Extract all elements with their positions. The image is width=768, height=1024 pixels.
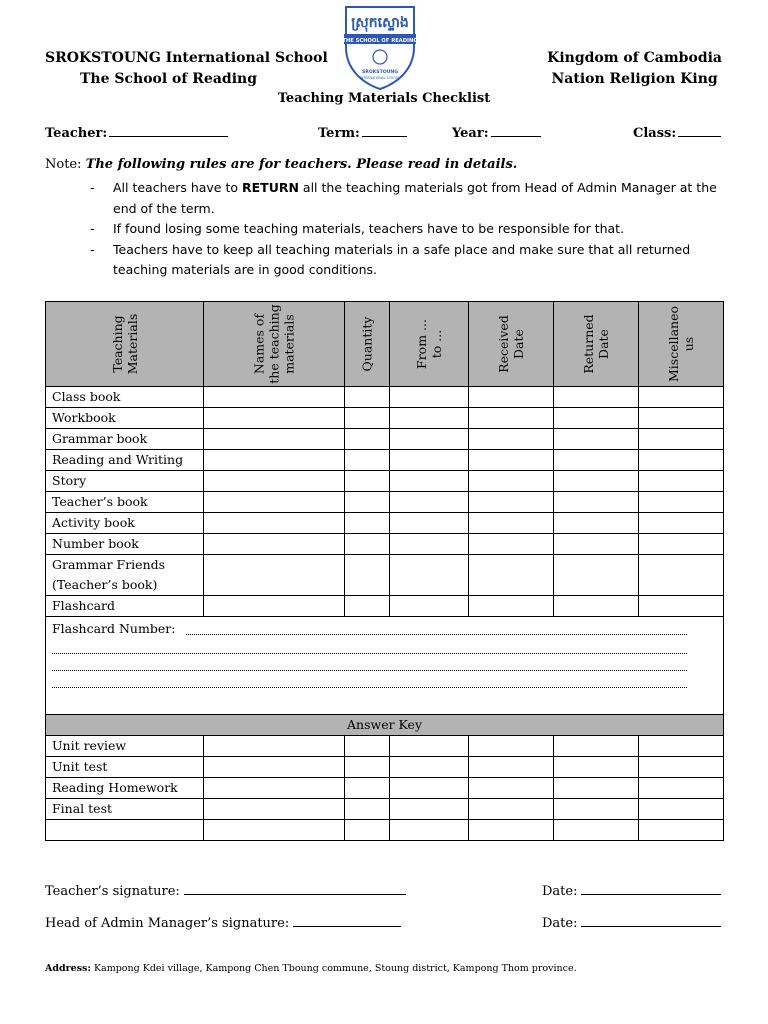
table-cell[interactable]	[469, 778, 554, 799]
table-row	[46, 450, 724, 471]
col-header-label: Returned Date	[581, 314, 611, 374]
logo-name: SROKSTOUNG	[361, 70, 399, 75]
table-cell[interactable]	[390, 555, 469, 596]
note-text: The following rules are for teachers. Please read in details.	[85, 157, 518, 172]
col-header	[204, 302, 345, 387]
term-field[interactable]	[318, 124, 407, 141]
row-label: Final test	[46, 799, 204, 820]
table-cell[interactable]	[554, 471, 639, 492]
school-name: SROKSTOUNG International School	[45, 50, 328, 66]
table-cell[interactable]	[554, 820, 639, 841]
table-cell[interactable]	[204, 534, 345, 555]
term-label: Term:	[318, 126, 360, 141]
table-cell[interactable]	[469, 408, 554, 429]
date-label: Date:	[542, 916, 578, 931]
table-cell[interactable]	[469, 799, 554, 820]
table-cell[interactable]	[345, 555, 390, 596]
date-label: Date:	[542, 884, 578, 899]
answer-key-header: Answer Key	[46, 715, 724, 736]
row-label: Story	[46, 471, 204, 492]
year-field[interactable]	[452, 124, 541, 141]
table-cell[interactable]	[345, 799, 390, 820]
table-cell[interactable]	[639, 513, 724, 534]
table-cell[interactable]	[345, 408, 390, 429]
rule-3: Teachers have to keep all teaching materials in a safe place and make sure that all returned teaching materials are in good conditions.	[113, 241, 691, 277]
col-header	[345, 302, 390, 387]
col-header-label: Received Date	[496, 315, 526, 373]
table-cell[interactable]	[639, 429, 724, 450]
materials-table	[45, 301, 724, 841]
country-name: Kingdom of Cambodia	[547, 50, 722, 66]
table-cell[interactable]	[345, 387, 390, 408]
col-header	[554, 302, 639, 387]
rule-item: - Teachers have to keep all teaching materials in a safe place and make sure that all returned teaching materials are in good conditions.	[90, 241, 691, 277]
table-cell[interactable]	[204, 757, 345, 778]
table-cell[interactable]	[554, 387, 639, 408]
table-cell[interactable]	[345, 757, 390, 778]
flashcard-number-cell[interactable]	[46, 617, 724, 715]
class-field[interactable]	[633, 124, 721, 141]
table-cell[interactable]	[469, 450, 554, 471]
table-row	[46, 757, 724, 778]
table-header-row	[46, 302, 724, 387]
table-cell[interactable]	[554, 757, 639, 778]
table-cell[interactable]	[469, 513, 554, 534]
row-label: Unit test	[46, 757, 204, 778]
school-header	[45, 48, 328, 90]
table-cell[interactable]	[469, 596, 554, 617]
table-cell[interactable]	[345, 820, 390, 841]
flashcard-number-label: Flashcard Number:	[52, 621, 176, 636]
row-label: Activity book	[46, 513, 204, 534]
table-cell[interactable]	[639, 492, 724, 513]
table-cell[interactable]	[204, 492, 345, 513]
table-cell[interactable]	[554, 408, 639, 429]
col-header	[46, 302, 204, 387]
date-field[interactable]	[542, 882, 721, 899]
table-cell[interactable]	[390, 757, 469, 778]
table-cell[interactable]	[554, 555, 639, 596]
school-logo	[340, 3, 420, 91]
row-label: Unit review	[46, 736, 204, 757]
table-cell[interactable]	[345, 450, 390, 471]
table-cell[interactable]	[345, 492, 390, 513]
table-cell[interactable]	[204, 596, 345, 617]
table-cell[interactable]	[345, 736, 390, 757]
table-cell[interactable]	[639, 799, 724, 820]
table-row	[46, 820, 724, 841]
row-label: Teacher’s book	[46, 492, 204, 513]
row-label: Reading Homework	[46, 778, 204, 799]
rule-2: If found losing some teaching materials, teachers have to be responsible for that.	[113, 221, 625, 236]
page-title: Teaching Materials Checklist	[277, 91, 491, 106]
table-row	[46, 387, 724, 408]
row-label: Flashcard	[46, 596, 204, 617]
rule-1-pre: All teachers have to	[113, 180, 242, 195]
table-cell[interactable]	[469, 534, 554, 555]
table-cell[interactable]	[639, 596, 724, 617]
year-label: Year:	[452, 126, 489, 141]
dotted-line[interactable]	[52, 653, 687, 654]
table-cell[interactable]	[554, 534, 639, 555]
table-cell[interactable]	[204, 408, 345, 429]
table-cell[interactable]	[639, 778, 724, 799]
logo-khmer-text: ស្រុកស្ទោង	[351, 15, 409, 31]
table-cell[interactable]	[390, 492, 469, 513]
table-row	[46, 429, 724, 450]
note	[45, 157, 517, 172]
logo-banner-text: THE SCHOOL OF READING	[342, 38, 418, 44]
table-cell[interactable]	[554, 450, 639, 471]
rule-item: - If found losing some teaching materials, teachers have to be responsible for that.	[90, 221, 625, 236]
table-cell[interactable]	[639, 408, 724, 429]
table-cell[interactable]	[639, 450, 724, 471]
table-cell[interactable]	[469, 471, 554, 492]
rule-1-post: all the teaching materials got from Head of Admin Manager at the end of the term.	[113, 180, 717, 216]
table-cell[interactable]	[469, 429, 554, 450]
table-cell[interactable]	[204, 778, 345, 799]
teacher-field[interactable]	[45, 124, 228, 141]
school-motto: The School of Reading	[80, 71, 257, 87]
table-cell[interactable]	[345, 778, 390, 799]
table-cell[interactable]	[554, 492, 639, 513]
table-cell[interactable]	[554, 799, 639, 820]
address	[45, 963, 577, 974]
dotted-line[interactable]	[52, 687, 687, 688]
table-cell[interactable]	[204, 450, 345, 471]
table-row	[46, 471, 724, 492]
table-cell[interactable]	[204, 387, 345, 408]
table-cell[interactable]	[639, 387, 724, 408]
table-cell[interactable]	[390, 736, 469, 757]
date-line[interactable]	[581, 914, 721, 927]
table-cell[interactable]	[345, 513, 390, 534]
table-cell[interactable]	[204, 513, 345, 534]
answer-key-row	[46, 715, 724, 736]
table-row	[46, 736, 724, 757]
teacher-signature-field[interactable]	[45, 882, 406, 899]
table-cell[interactable]	[390, 513, 469, 534]
row-label: Grammar book	[46, 429, 204, 450]
col-header	[639, 302, 724, 387]
table-cell[interactable]	[390, 408, 469, 429]
row-label: Reading and Writing	[46, 450, 204, 471]
table-cell[interactable]	[469, 555, 554, 596]
col-header-label: Quantity	[359, 316, 375, 372]
table-cell[interactable]	[554, 596, 639, 617]
flashcard-number-row	[46, 617, 724, 715]
table-cell[interactable]	[390, 429, 469, 450]
table-cell[interactable]	[639, 757, 724, 778]
table-cell[interactable]	[554, 513, 639, 534]
date-line[interactable]	[581, 882, 721, 895]
address-text: Kampong Kdei village, Kampong Chen Tboung commune, Stoung district, Kampong Thom province.	[90, 963, 577, 974]
table-cell[interactable]	[390, 799, 469, 820]
note-label: Note:	[45, 157, 82, 172]
table-row	[46, 513, 724, 534]
table-cell[interactable]	[554, 778, 639, 799]
table-cell[interactable]	[345, 596, 390, 617]
table-cell[interactable]	[204, 820, 345, 841]
col-header-label: Miscellaneo us	[666, 305, 696, 383]
table-cell[interactable]	[204, 555, 345, 596]
table-cell[interactable]	[204, 471, 345, 492]
class-label: Class:	[633, 126, 677, 141]
table-cell[interactable]	[204, 429, 345, 450]
table-row	[46, 596, 724, 617]
head-signature-field[interactable]	[45, 914, 401, 931]
table-cell[interactable]	[204, 799, 345, 820]
table-cell[interactable]	[469, 492, 554, 513]
country-header	[547, 48, 722, 90]
table-cell[interactable]	[390, 471, 469, 492]
table-cell[interactable]	[390, 534, 469, 555]
row-label	[46, 820, 204, 841]
table-cell[interactable]	[390, 596, 469, 617]
table-row	[46, 799, 724, 820]
rules-list	[90, 178, 730, 281]
table-cell[interactable]	[639, 820, 724, 841]
table-cell[interactable]	[390, 778, 469, 799]
table-cell[interactable]	[469, 387, 554, 408]
table-cell[interactable]	[639, 471, 724, 492]
head-signature-label: Head of Admin Manager’s signature:	[45, 916, 290, 931]
table-cell[interactable]	[204, 736, 345, 757]
national-motto: Nation Religion King	[551, 71, 718, 87]
table-cell[interactable]	[345, 471, 390, 492]
row-label: Grammar Friends (Teacher’s book)	[46, 555, 204, 596]
table-cell[interactable]	[469, 820, 554, 841]
table-row	[46, 778, 724, 799]
table-row	[46, 555, 724, 596]
teacher-line[interactable]	[109, 124, 228, 137]
table-cell[interactable]	[390, 387, 469, 408]
col-header-label: From ... to ...	[414, 319, 444, 369]
table-cell[interactable]	[554, 736, 639, 757]
date-field[interactable]	[542, 914, 721, 931]
table-cell[interactable]	[639, 534, 724, 555]
term-line[interactable]	[362, 124, 407, 137]
table-row	[46, 534, 724, 555]
table-cell[interactable]	[345, 534, 390, 555]
class-line[interactable]	[678, 124, 721, 137]
table-cell[interactable]	[469, 757, 554, 778]
col-header	[390, 302, 469, 387]
dotted-line[interactable]	[52, 670, 687, 671]
teacher-label: Teacher:	[45, 126, 108, 141]
col-header-label: Teaching Materials	[109, 313, 140, 375]
table-row	[46, 492, 724, 513]
table-row	[46, 408, 724, 429]
table-cell[interactable]	[390, 450, 469, 471]
logo-sub: INTERNATIONAL SCHOOL	[359, 76, 401, 80]
address-label: Address:	[45, 963, 91, 974]
teacher-signature-line[interactable]	[184, 882, 406, 895]
table-cell[interactable]	[390, 820, 469, 841]
row-label: Class book	[46, 387, 204, 408]
table-cell[interactable]	[469, 736, 554, 757]
row-label: Number book	[46, 534, 204, 555]
table-cell[interactable]	[639, 555, 724, 596]
year-line[interactable]	[491, 124, 541, 137]
dotted-line[interactable]	[186, 634, 687, 635]
table-cell[interactable]	[345, 429, 390, 450]
col-header	[469, 302, 554, 387]
table-cell[interactable]	[554, 429, 639, 450]
rule-1-bold: RETURN	[242, 180, 299, 195]
table-cell[interactable]	[639, 736, 724, 757]
row-label: Workbook	[46, 408, 204, 429]
rule-item: - All teachers have to RETURN all the teaching materials got from Head of Admin Manager at the end of the term.	[90, 180, 717, 216]
col-header-label: Names of the teaching materials	[251, 304, 297, 384]
head-signature-line[interactable]	[293, 914, 401, 927]
teacher-signature-label: Teacher’s signature:	[45, 884, 180, 899]
